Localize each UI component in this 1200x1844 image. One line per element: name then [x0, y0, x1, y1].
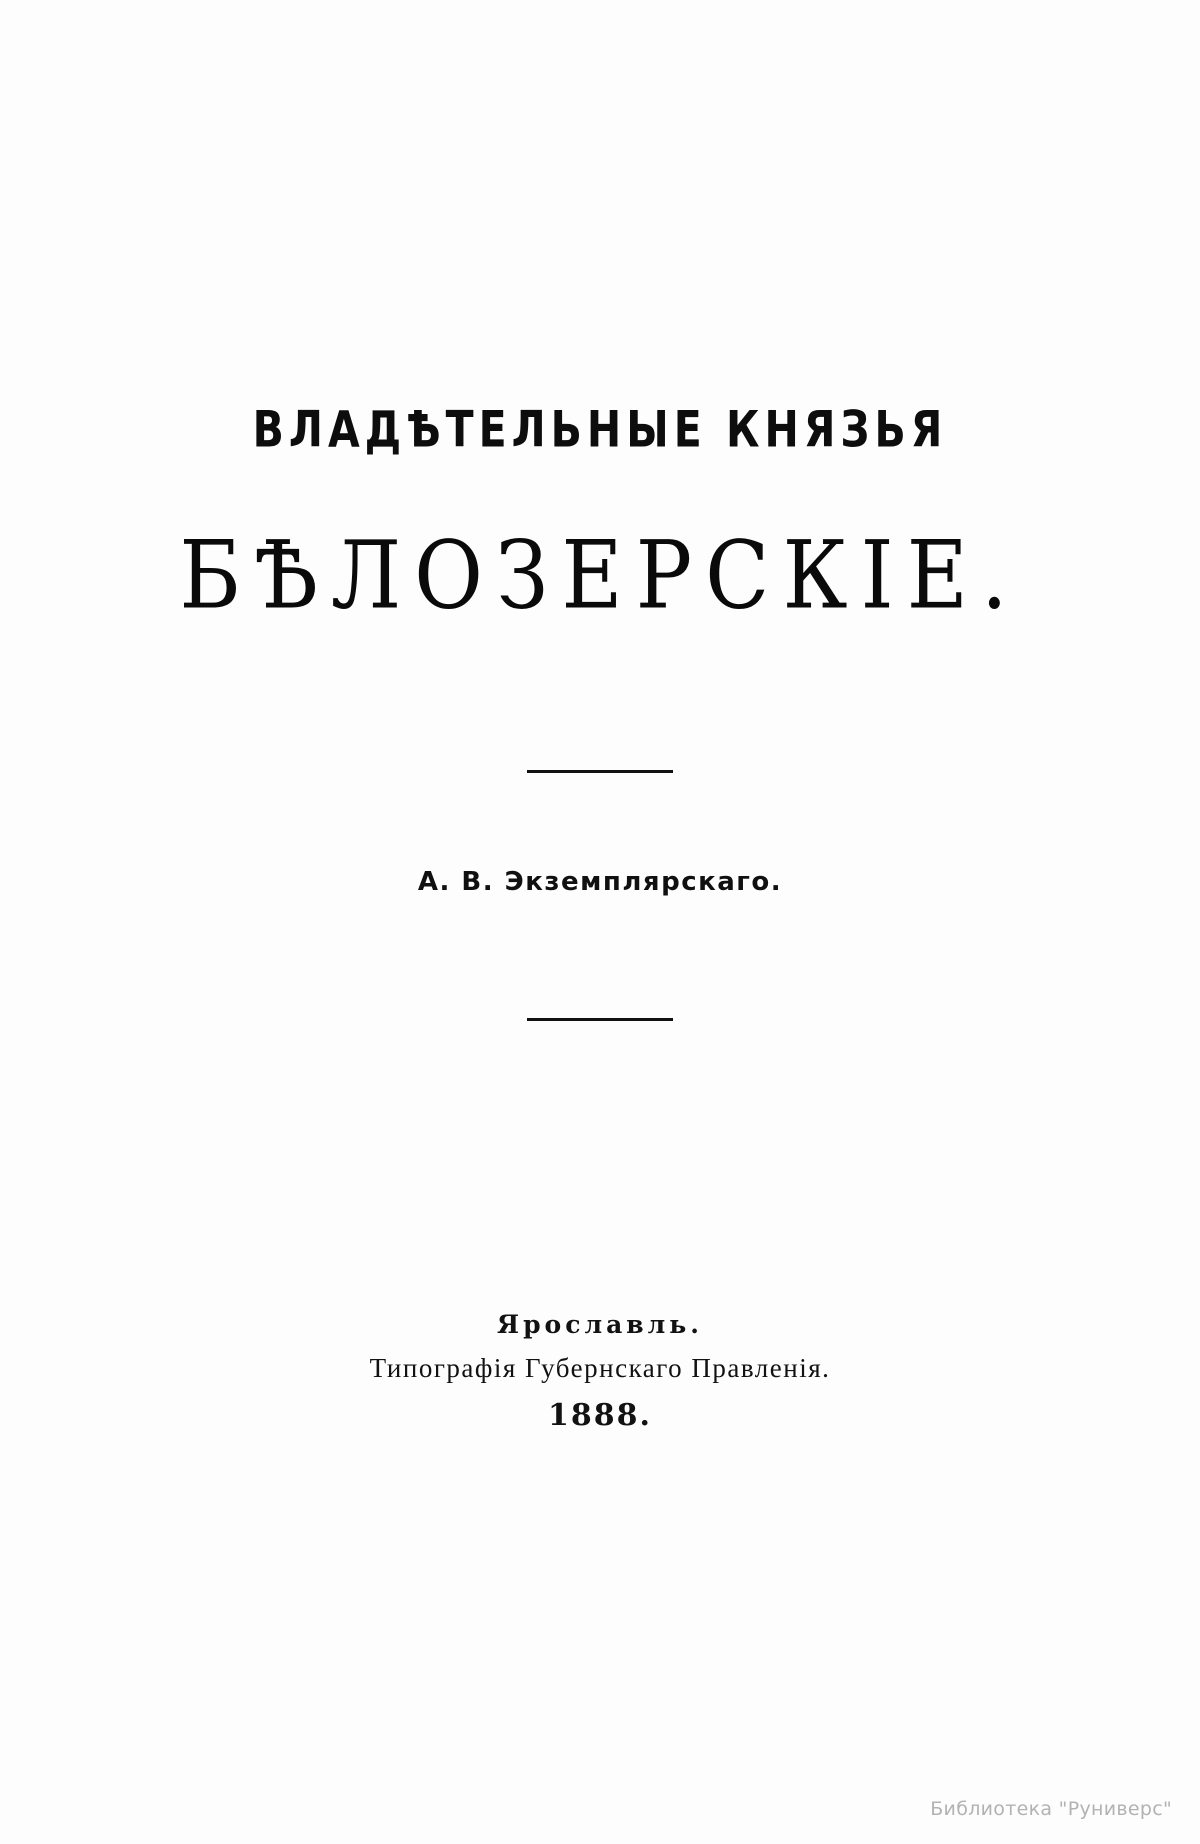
- title-block: [0, 400, 1200, 630]
- imprint-press: Типографія Губернскаго Правленія.: [369, 1353, 831, 1383]
- divider-rule-top: [527, 770, 673, 773]
- document-supertitle: ВЛАДѢТЕЛЬНЫЕ КНЯЗЬЯ: [252, 400, 948, 459]
- library-watermark: Библиотека "Руниверс": [930, 1798, 1172, 1820]
- divider-rule-bottom: [527, 1018, 673, 1021]
- imprint-block: [0, 1310, 1200, 1433]
- imprint-year: 1888.: [548, 1398, 652, 1433]
- author-name: А. В. Экземплярскаго.: [417, 867, 783, 897]
- imprint-city: Ярославль.: [497, 1310, 703, 1339]
- document-main-title: БѢЛОЗЕРСКІЕ.: [179, 520, 1021, 630]
